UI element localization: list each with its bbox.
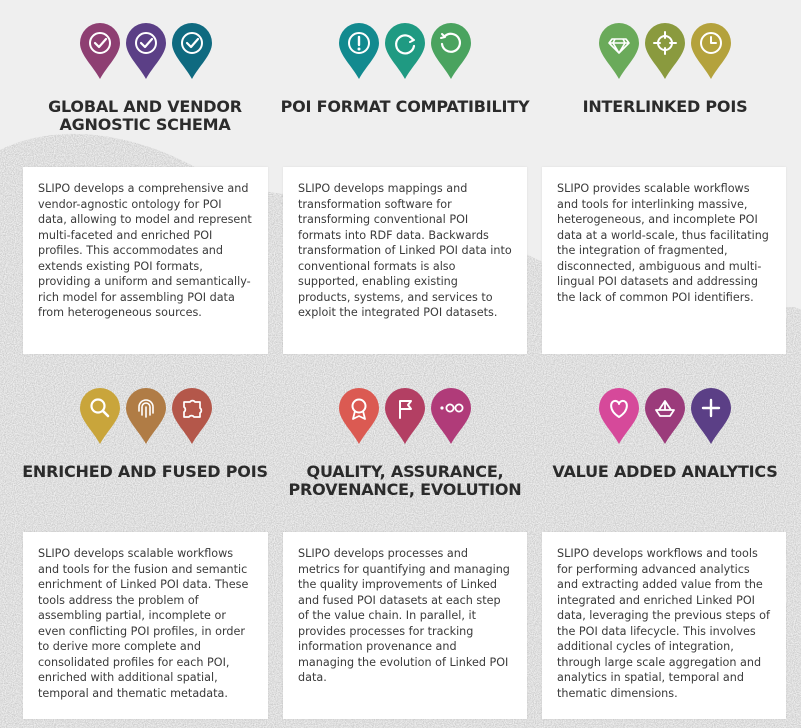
search-icon	[79, 387, 121, 445]
feature-title-line: QUALITY, ASSURANCE,	[306, 462, 504, 481]
plus-icon	[690, 387, 732, 445]
dots-icon	[430, 387, 472, 445]
check-icon	[79, 22, 121, 80]
feature-title-line: INTERLINKED POIS	[582, 97, 748, 116]
feature-title-line: PROVENANCE, EVOLUTION	[288, 480, 522, 499]
feature-title	[275, 98, 535, 116]
feature-title	[535, 98, 795, 116]
check-icon	[125, 22, 167, 80]
boat-icon	[644, 387, 686, 445]
award-icon	[338, 387, 380, 445]
feature-card	[283, 532, 527, 719]
feature-description: SLIPO develops workflows and tools for performing advanced analytics and extracting added value from the integrated and enriched Linked POI data, leveraging the previous steps of the POI data lifecycle. This involves additional cycles of integration, through large scale aggregation and analytics in spatial, temporal and thematic dimensions.	[557, 547, 770, 700]
crosshair-icon	[644, 22, 686, 80]
feature-description: SLIPO provides scalable workflows and tools for interlinking massive, heterogeneous, and incomplete POI data at a world-scale, thus facilitating the integration of fragmented, disconnected, ambiguous and multi-lingual POI datasets and addressing the lack of common POI identifiers.	[557, 182, 769, 304]
feature-title-line: POI FORMAT COMPATIBILITY	[280, 97, 530, 116]
icon-pin-group	[79, 387, 213, 445]
clock-icon	[690, 22, 732, 80]
icon-pin-group	[598, 387, 732, 445]
feature-card	[542, 167, 786, 354]
feature-title	[15, 98, 275, 134]
icon-pin-group	[79, 22, 213, 80]
icon-pin-group	[598, 22, 732, 80]
feature-card	[542, 532, 786, 719]
puzzle-icon	[171, 387, 213, 445]
feature-description: SLIPO develops scalable workflows and tools for the fusion and semantic enrichment of Linked POI data. These tools address the problem of assembling partial, incomplete or even conflicting POI profiles, in order to derive more complete and consolidated profiles for each POI, enriched with additional spatial, temporal and thematic metadata.	[38, 547, 249, 700]
rotate-icon	[430, 22, 472, 80]
feature-description: SLIPO develops mappings and transformation software for transforming conventional POI formats into RDF data. Backwards transformation of Linked POI data into conventional formats is also supported, enabling existing products, systems, and services to exploit the integrated POI datasets.	[298, 182, 512, 319]
feature-card	[23, 167, 268, 354]
check-icon	[171, 22, 213, 80]
fingerprint-icon	[125, 387, 167, 445]
feature-title-line: ENRICHED AND FUSED POIS	[22, 462, 268, 481]
flag-icon	[384, 387, 426, 445]
feature-description: SLIPO develops a comprehensive and vendor-agnostic ontology for POI data, allowing to model and represent multi-faceted and enriched POI profiles. This accommodates and extends existing POI formats, providing a uniform and semantically-rich model for assembling POI data from heterogeneous sources.	[38, 182, 252, 319]
feature-description: SLIPO develops processes and metrics for quantifying and managing the quality improvements of Linked and fused POI datasets at each step of the value chain. In parallel, it provides processes for tracking information provenance and managing the evolution of Linked POI data.	[298, 547, 510, 684]
feature-title	[275, 463, 535, 499]
refresh-icon	[384, 22, 426, 80]
feature-title-line: VALUE ADDED ANALYTICS	[552, 462, 778, 481]
icon-pin-group	[338, 22, 472, 80]
feature-card	[283, 167, 527, 354]
feature-title-line: GLOBAL AND VENDOR	[48, 97, 242, 116]
feature-title	[15, 463, 275, 481]
feature-title	[535, 463, 795, 481]
icon-pin-group	[338, 387, 472, 445]
feature-title-line: AGNOSTIC SCHEMA	[59, 115, 231, 134]
exclamation-icon	[338, 22, 380, 80]
diamond-icon	[598, 22, 640, 80]
feature-card	[23, 532, 268, 719]
heart-icon	[598, 387, 640, 445]
